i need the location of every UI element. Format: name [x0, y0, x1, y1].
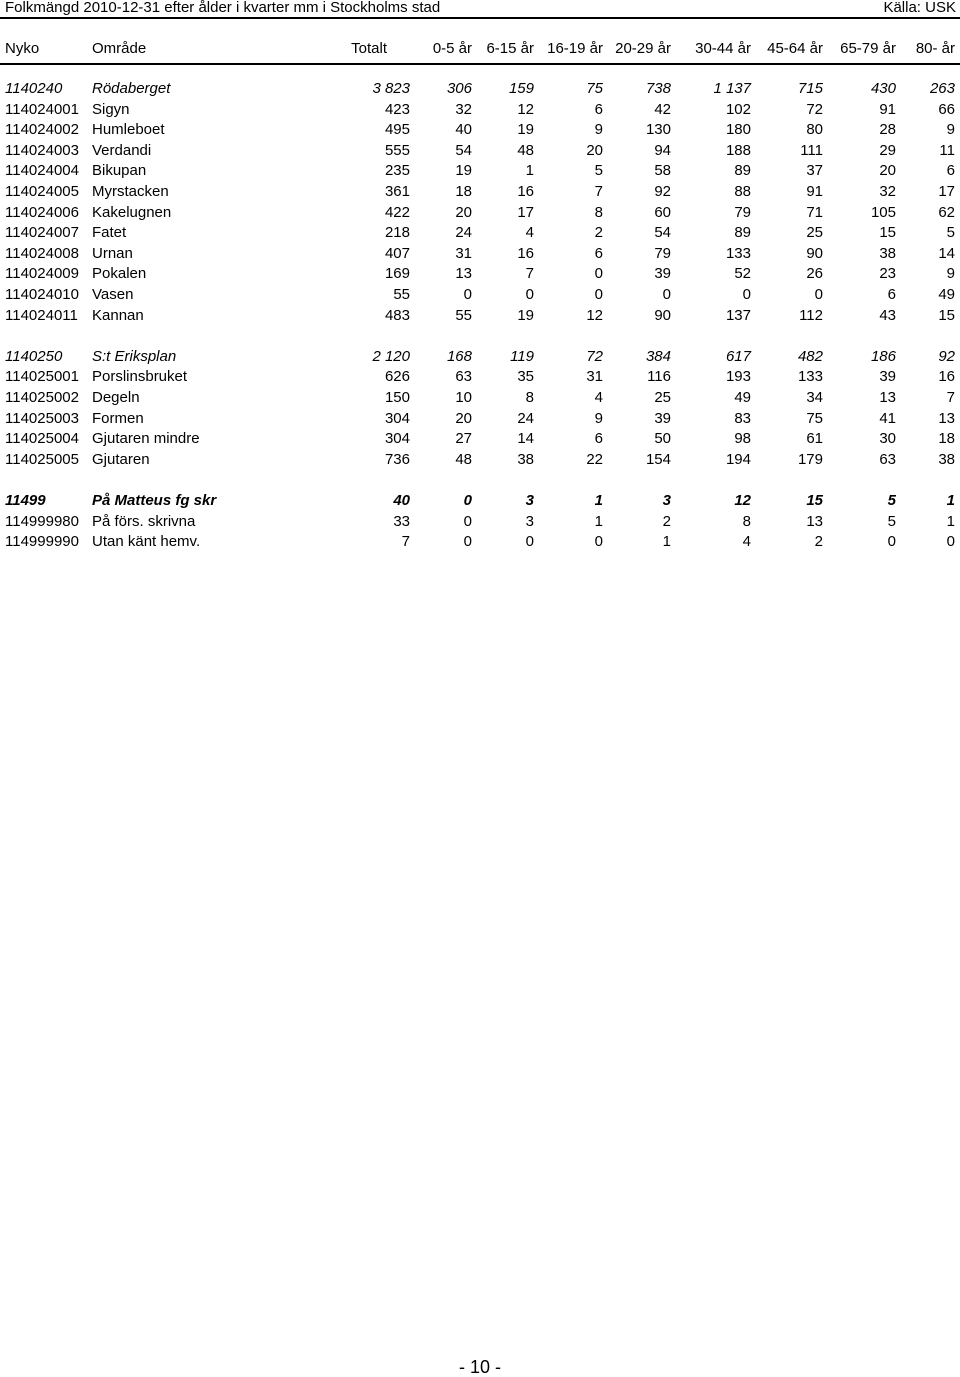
value-cell: 63 [455, 368, 472, 386]
value-cell: 55 [393, 286, 410, 303]
value-cell: 18 [455, 183, 472, 200]
value-cell: 7 [401, 533, 410, 551]
value-cell: 32 [455, 100, 472, 118]
area-name-cell: Formen [92, 409, 144, 427]
value-cell: 91 [879, 100, 896, 118]
value-cell: 72 [586, 347, 603, 365]
nyko-cell: 114024010 [5, 286, 79, 303]
value-cell: 2 [662, 512, 671, 530]
value-cell: 218 [384, 224, 410, 242]
value-cell: 14 [938, 244, 955, 262]
value-cell: 6 [887, 286, 896, 303]
table-row [0, 223, 960, 243]
value-cell: 0 [463, 512, 472, 530]
value-cell: 154 [645, 450, 671, 468]
value-cell: 98 [734, 430, 751, 448]
value-cell: 35 [517, 368, 534, 386]
value-cell: 40 [393, 492, 410, 509]
value-cell: 111 [800, 141, 823, 159]
value-cell: 17 [938, 183, 955, 200]
value-cell: 5 [887, 512, 896, 530]
value-cell: 94 [654, 141, 671, 159]
value-cell: 31 [455, 244, 472, 262]
column-header: 6-15 år [486, 40, 534, 57]
area-name-cell: Pokalen [92, 265, 147, 283]
area-name-cell: Kakelugnen [92, 203, 172, 221]
value-cell: 27 [455, 430, 472, 448]
value-cell: 384 [645, 347, 671, 365]
value-cell: 49 [938, 286, 955, 303]
value-cell: 1 [662, 533, 671, 551]
value-cell: 38 [938, 450, 955, 468]
area-name-cell: På förs. skrivna [92, 512, 196, 530]
area-name-cell: Degeln [92, 389, 140, 406]
value-cell: 22 [586, 450, 603, 468]
value-cell: 80 [806, 121, 823, 139]
nyko-cell: 114999990 [5, 533, 79, 551]
value-cell: 617 [725, 347, 751, 365]
value-cell: 235 [384, 162, 410, 180]
value-cell: 304 [384, 430, 410, 448]
value-cell: 422 [384, 203, 410, 221]
value-cell: 715 [797, 80, 823, 97]
value-cell: 1 [594, 492, 603, 509]
value-cell: 6 [946, 162, 955, 180]
column-header: 80- år [915, 40, 955, 57]
nyko-cell: 114025003 [5, 409, 79, 427]
value-cell: 3 [525, 492, 534, 509]
table-row [0, 203, 960, 223]
group-summary-row [0, 79, 960, 99]
header-bottom-rule [0, 63, 960, 65]
value-cell: 159 [508, 80, 534, 97]
area-name-cell: På Matteus fg skr [92, 492, 217, 509]
nyko-cell: 114999980 [5, 512, 79, 530]
nyko-cell: 114024005 [5, 183, 79, 200]
value-cell: 39 [879, 368, 896, 386]
value-cell: 0 [814, 286, 823, 303]
area-name-cell: Humleboet [92, 121, 165, 139]
column-header: 20-29 år [615, 40, 671, 57]
value-cell: 25 [806, 224, 823, 242]
value-cell: 54 [455, 141, 472, 159]
nyko-cell: 1140250 [5, 347, 63, 365]
value-cell: 13 [938, 409, 955, 427]
value-cell: 116 [647, 368, 671, 386]
value-cell: 50 [654, 430, 671, 448]
value-cell: 495 [384, 121, 410, 139]
value-cell: 71 [806, 203, 823, 221]
value-cell: 6 [594, 244, 603, 262]
area-name-cell: Urnan [92, 244, 133, 262]
value-cell: 38 [517, 450, 534, 468]
nyko-cell: 114025002 [5, 389, 79, 406]
nyko-cell: 114024009 [5, 265, 79, 283]
value-cell: 10 [455, 389, 472, 406]
value-cell: 306 [446, 80, 472, 97]
value-cell: 13 [806, 512, 823, 530]
value-cell: 9 [594, 409, 603, 427]
value-cell: 482 [797, 347, 823, 365]
area-name-cell: Gjutaren mindre [92, 430, 200, 448]
value-cell: 483 [384, 306, 410, 324]
value-cell: 15 [879, 224, 896, 242]
table-row [0, 388, 960, 408]
value-cell: 89 [734, 162, 751, 180]
value-cell: 16 [938, 368, 955, 386]
value-cell: 626 [384, 368, 410, 386]
group-summary-row [0, 347, 960, 367]
value-cell: 7 [594, 183, 603, 200]
value-cell: 16 [517, 244, 534, 262]
value-cell: 48 [455, 450, 472, 468]
value-cell: 1 [946, 512, 955, 530]
value-cell: 133 [797, 368, 823, 386]
area-name-cell: Vasen [92, 286, 134, 303]
value-cell: 12 [734, 492, 751, 509]
column-header-row [0, 39, 960, 59]
value-cell: 41 [879, 409, 896, 427]
value-cell: 169 [384, 265, 410, 283]
value-cell: 19 [517, 306, 534, 324]
value-cell: 52 [734, 265, 751, 283]
value-cell: 14 [517, 430, 534, 448]
table-row [0, 429, 960, 449]
value-cell: 20 [879, 162, 896, 180]
value-cell: 738 [645, 80, 671, 97]
value-cell: 83 [734, 409, 751, 427]
table-row [0, 409, 960, 429]
value-cell: 8 [742, 512, 751, 530]
nyko-cell: 114024006 [5, 203, 79, 221]
table-row [0, 306, 960, 326]
column-header: Totalt [351, 40, 387, 57]
value-cell: 8 [525, 389, 534, 406]
value-cell: 0 [463, 492, 472, 509]
value-cell: 3 [525, 512, 534, 530]
value-cell: 7 [525, 265, 534, 283]
nyko-cell: 114025004 [5, 430, 79, 448]
value-cell: 555 [384, 141, 410, 159]
value-cell: 31 [586, 368, 603, 386]
area-name-cell: Verdandi [92, 141, 152, 159]
value-cell: 0 [742, 286, 751, 303]
value-cell: 193 [725, 368, 751, 386]
value-cell: 0 [463, 286, 472, 303]
value-cell: 26 [806, 265, 823, 283]
value-cell: 60 [654, 203, 671, 221]
value-cell: 0 [525, 286, 534, 303]
value-cell: 20 [455, 409, 472, 427]
value-cell: 2 [814, 533, 823, 551]
value-cell: 90 [806, 244, 823, 262]
value-cell: 9 [594, 121, 603, 139]
value-cell: 89 [734, 224, 751, 242]
value-cell: 423 [384, 100, 410, 118]
table-row [0, 161, 960, 181]
value-cell: 75 [806, 409, 823, 427]
value-cell: 0 [887, 533, 896, 551]
value-cell: 13 [879, 389, 896, 406]
value-cell: 39 [654, 265, 671, 283]
value-cell: 20 [586, 141, 603, 159]
value-cell: 361 [384, 183, 410, 200]
value-cell: 24 [517, 409, 534, 427]
area-name-cell: Rödaberget [92, 80, 171, 97]
source-label: Källa: USK [883, 0, 956, 16]
value-cell: 119 [510, 347, 534, 365]
value-cell: 6 [594, 430, 603, 448]
value-cell: 0 [594, 286, 603, 303]
value-cell: 79 [734, 203, 751, 221]
value-cell: 1 137 [713, 80, 751, 97]
value-cell: 39 [654, 409, 671, 427]
value-cell: 133 [725, 244, 751, 262]
value-cell: 23 [879, 265, 896, 283]
value-cell: 430 [870, 80, 896, 97]
nyko-cell: 114024004 [5, 162, 79, 180]
table-row [0, 100, 960, 120]
value-cell: 13 [455, 265, 472, 283]
value-cell: 168 [446, 347, 472, 365]
table-row [0, 450, 960, 470]
value-cell: 112 [799, 306, 823, 324]
nyko-cell: 114025001 [5, 368, 79, 386]
value-cell: 55 [455, 306, 472, 324]
value-cell: 61 [806, 430, 823, 448]
area-name-cell: S:t Eriksplan [92, 347, 177, 365]
page-number: - 10 - [458, 1357, 501, 1377]
value-cell: 19 [517, 121, 534, 139]
value-cell: 18 [938, 430, 955, 448]
value-cell: 736 [384, 450, 410, 468]
table-row [0, 264, 960, 284]
column-header: 16-19 år [547, 40, 603, 57]
value-cell: 4 [525, 224, 534, 242]
value-cell: 3 823 [372, 80, 410, 97]
area-name-cell: Myrstacken [92, 183, 169, 200]
value-cell: 0 [594, 533, 603, 551]
table-row [0, 367, 960, 387]
value-cell: 1 [594, 512, 603, 530]
value-cell: 28 [879, 121, 896, 139]
nyko-cell: 11499 [5, 492, 46, 509]
nyko-cell: 114024003 [5, 141, 79, 159]
value-cell: 91 [806, 183, 823, 200]
value-cell: 9 [946, 121, 955, 139]
area-name-cell: Sigyn [92, 100, 130, 118]
value-cell: 137 [725, 306, 751, 324]
area-name-cell: Kannan [92, 306, 144, 324]
area-name-cell: Bikupan [92, 162, 147, 180]
column-header: Nyko [5, 40, 40, 57]
value-cell: 90 [654, 306, 671, 324]
nyko-cell: 1140240 [5, 80, 63, 97]
value-cell: 179 [797, 450, 823, 468]
group-summary-row [0, 491, 960, 511]
value-cell: 4 [594, 389, 603, 406]
table-row [0, 244, 960, 264]
nyko-cell: 114024008 [5, 244, 79, 262]
value-cell: 2 [594, 224, 603, 242]
value-cell: 33 [393, 512, 410, 530]
column-header: 30-44 år [695, 40, 751, 57]
value-cell: 58 [654, 162, 671, 180]
value-cell: 24 [455, 224, 472, 242]
table-row [0, 182, 960, 202]
nyko-cell: 114024001 [5, 100, 79, 118]
value-cell: 30 [879, 430, 896, 448]
value-cell: 8 [594, 203, 603, 221]
value-cell: 105 [870, 203, 896, 221]
column-header: 65-79 år [840, 40, 896, 57]
value-cell: 407 [384, 244, 410, 262]
value-cell: 0 [594, 265, 603, 283]
value-cell: 63 [879, 450, 896, 468]
value-cell: 19 [455, 162, 472, 180]
value-cell: 0 [525, 533, 534, 551]
value-cell: 11 [939, 141, 955, 159]
value-cell: 0 [463, 533, 472, 551]
value-cell: 263 [929, 80, 955, 97]
value-cell: 29 [879, 141, 896, 159]
value-cell: 194 [725, 450, 751, 468]
nyko-cell: 114024007 [5, 224, 79, 242]
value-cell: 0 [662, 286, 671, 303]
value-cell: 92 [938, 347, 955, 365]
value-cell: 0 [946, 533, 955, 551]
table-row [0, 285, 960, 305]
value-cell: 15 [806, 492, 823, 509]
value-cell: 102 [725, 100, 751, 118]
value-cell: 38 [879, 244, 896, 262]
table-row [0, 532, 960, 552]
value-cell: 186 [870, 347, 896, 365]
value-cell: 88 [734, 183, 751, 200]
value-cell: 34 [806, 389, 823, 406]
value-cell: 4 [742, 533, 751, 551]
nyko-cell: 114024011 [5, 306, 78, 324]
value-cell: 1 [525, 162, 534, 180]
column-header: Område [92, 40, 147, 57]
value-cell: 5 [594, 162, 603, 180]
value-cell: 16 [517, 183, 534, 200]
value-cell: 180 [725, 121, 751, 139]
column-header: 0-5 år [432, 40, 472, 57]
value-cell: 62 [938, 203, 955, 221]
value-cell: 2 120 [372, 347, 410, 365]
area-name-cell: Porslinsbruket [92, 368, 188, 386]
value-cell: 92 [654, 183, 671, 200]
value-cell: 72 [806, 100, 823, 118]
value-cell: 1 [946, 492, 955, 509]
value-cell: 15 [938, 306, 955, 324]
value-cell: 40 [455, 121, 472, 139]
value-cell: 75 [586, 80, 603, 97]
value-cell: 188 [725, 141, 751, 159]
area-name-cell: Utan känt hemv. [92, 533, 201, 551]
value-cell: 66 [938, 100, 955, 118]
table-row [0, 141, 960, 161]
nyko-cell: 114025005 [5, 450, 79, 468]
value-cell: 130 [645, 121, 671, 139]
header-top-rule [0, 17, 960, 19]
value-cell: 3 [662, 492, 671, 509]
area-name-cell: Fatet [92, 224, 127, 242]
value-cell: 42 [654, 100, 671, 118]
value-cell: 54 [654, 224, 671, 242]
value-cell: 5 [946, 224, 955, 242]
column-header: 45-64 år [767, 40, 823, 57]
document-title: Folkmängd 2010-12-31 efter ålder i kvarter mm i Stockholms stad [5, 0, 441, 16]
value-cell: 9 [946, 265, 955, 283]
value-cell: 20 [455, 203, 472, 221]
nyko-cell: 114024002 [5, 121, 79, 139]
value-cell: 49 [734, 389, 751, 406]
value-cell: 12 [517, 100, 534, 118]
value-cell: 12 [586, 306, 603, 324]
value-cell: 17 [517, 203, 534, 221]
value-cell: 7 [946, 389, 955, 406]
table-row [0, 512, 960, 532]
value-cell: 6 [594, 100, 603, 118]
value-cell: 32 [879, 183, 896, 200]
value-cell: 48 [517, 141, 534, 159]
area-name-cell: Gjutaren [92, 450, 150, 468]
value-cell: 150 [384, 389, 410, 406]
value-cell: 43 [879, 306, 896, 324]
value-cell: 304 [384, 409, 410, 427]
table-row [0, 120, 960, 140]
value-cell: 25 [654, 389, 671, 406]
value-cell: 5 [887, 492, 896, 509]
value-cell: 79 [654, 244, 671, 262]
value-cell: 37 [806, 162, 823, 180]
